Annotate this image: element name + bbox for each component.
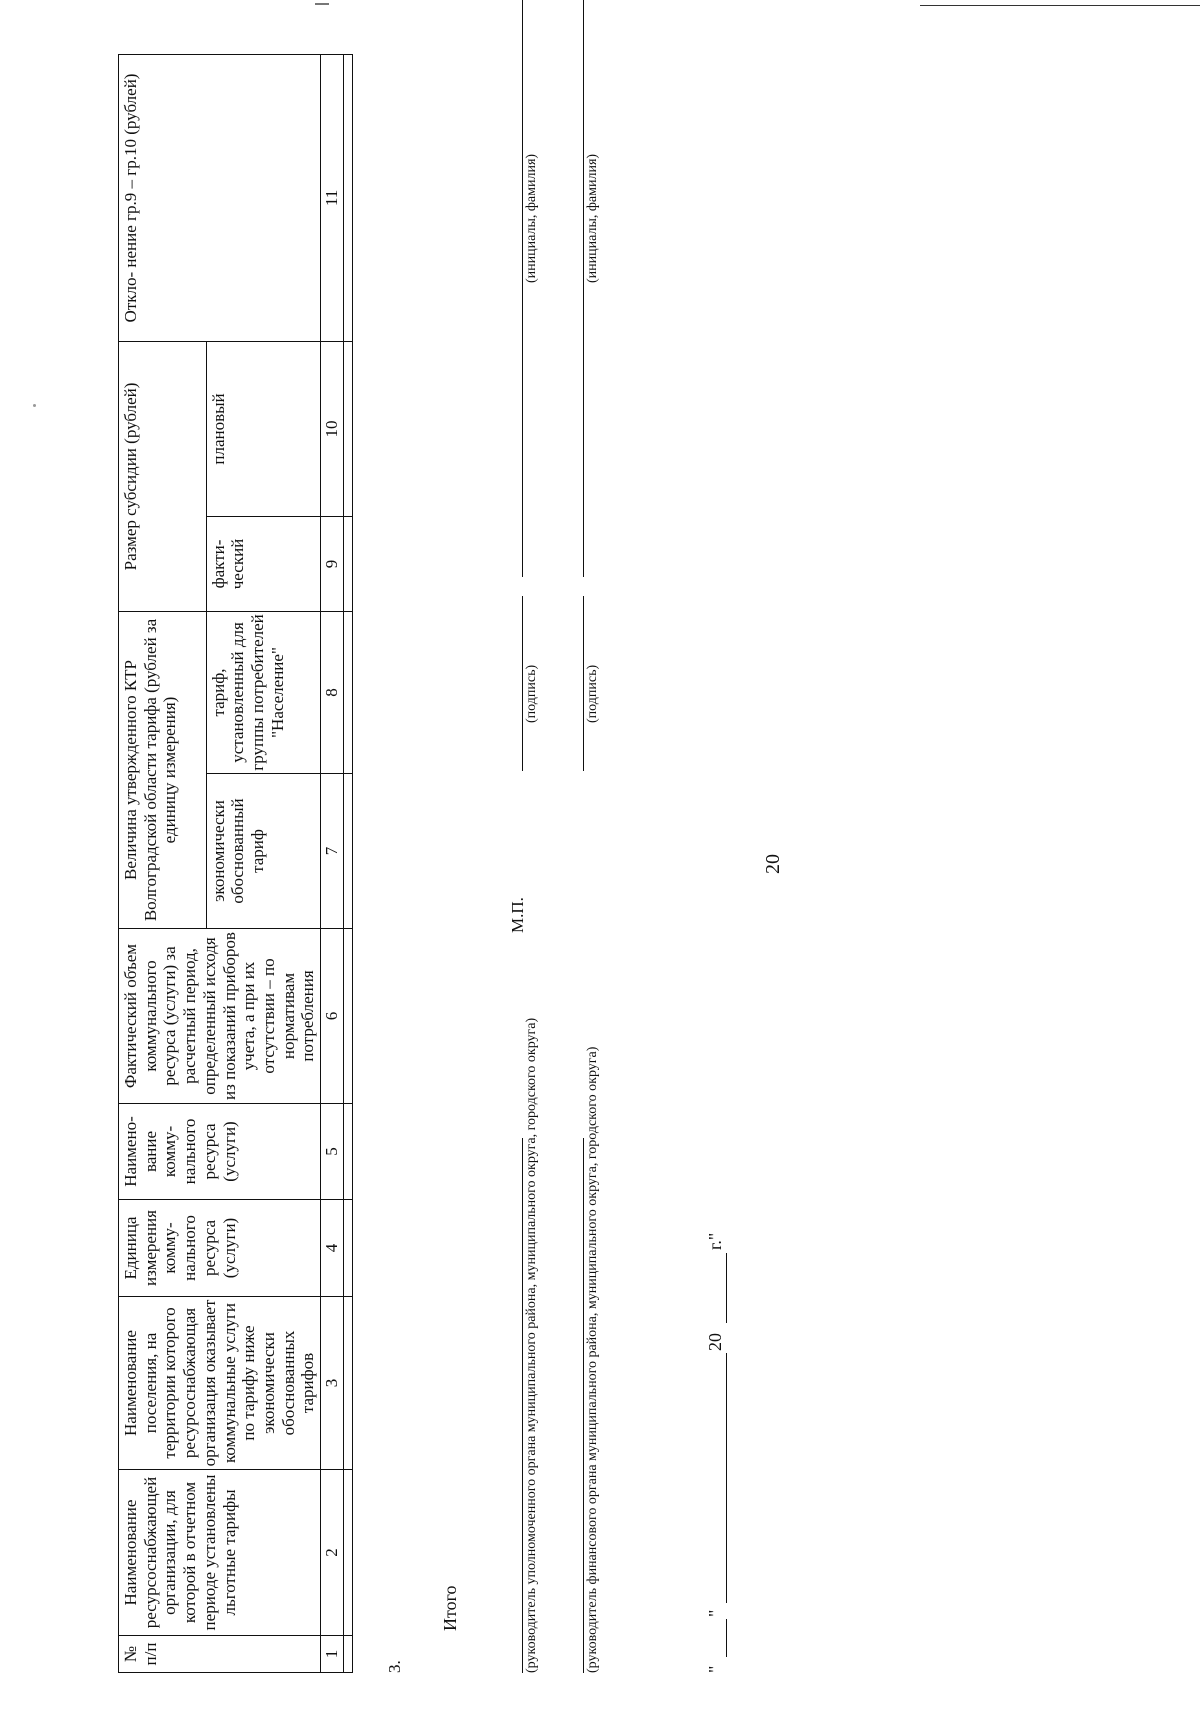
signature-caption-finance: (руководитель финансового органа муниципального района, муниципального округа, городского округа) (585, 1046, 600, 1673)
header-col3: Наименование поселения, на территории которого ресурсоснабжающая организация оказывает коммунальные услуги по тарифу ниже экономически обоснованных тарифов (119, 1297, 321, 1470)
signature-caption-name-2: (инициалы, фамилия) (585, 153, 600, 283)
stamp-label: М.П. (508, 897, 527, 933)
header-col8: тариф, установленный для группы потребителей "Население" (206, 611, 321, 773)
date-month-line (726, 1353, 727, 1603)
header-col5: Наимено- вание комму- нального ресурса (услуги) (119, 1104, 321, 1200)
header-col1: № п/п (119, 1636, 321, 1673)
signature-line-sign-1 (522, 596, 523, 771)
table-cell (344, 1470, 353, 1636)
signature-line-name-2 (583, 0, 584, 577)
table-cell (344, 611, 353, 773)
header-col4: Единица измерения комму- нального ресурса (услуги) (119, 1200, 321, 1297)
table-cell (344, 516, 353, 611)
date-year-line (726, 1253, 727, 1323)
header-col2: Наименование ресурсоснабжающей организации, для которой в отчетном периоде установлены льготные тарифы (119, 1470, 321, 1636)
header-col7: экономически обоснованный тариф (206, 774, 321, 929)
table-cell (344, 1104, 353, 1200)
signature-line-finance (583, 1138, 584, 1673)
column-number: 9 (321, 516, 344, 611)
header-col10: плановый (206, 341, 321, 516)
subsidy-table (118, 54, 353, 1673)
column-number-row (321, 54, 344, 1672)
signature-caption-authority: (руководитель уполномоченного органа муниципального района, муниципального округа, городского округа) (524, 1017, 539, 1673)
signature-line-name-1 (522, 0, 523, 577)
table-cell (344, 1200, 353, 1297)
column-number: 2 (321, 1470, 344, 1636)
signature-caption-sign-2: (подпись) (585, 664, 600, 723)
date-year-prefix: 20 (705, 1333, 725, 1351)
header-col9: факти- ческий (206, 516, 321, 611)
header-group-tariff: Величина утвержденного КТР Волгоградской области тарифа (рублей за единицу измерения) (119, 611, 207, 928)
header-group-subsidy: Размер субсидии (рублей) (119, 341, 207, 611)
signature-line-authority (522, 1138, 523, 1673)
column-number: 7 (321, 774, 344, 929)
page-number (762, 854, 785, 874)
column-number: 3 (321, 1297, 344, 1470)
table-cell (344, 341, 353, 516)
signature-line-sign-2 (583, 596, 584, 771)
page-number-text: 20 (762, 854, 784, 874)
column-number: 10 (321, 341, 344, 516)
table-cell (344, 774, 353, 929)
column-number: 4 (321, 1200, 344, 1297)
column-number: 11 (321, 54, 344, 341)
column-number: 1 (321, 1636, 344, 1673)
table-cell (344, 1636, 353, 1673)
column-number: 6 (321, 929, 344, 1104)
data-row-empty (344, 54, 353, 1672)
total-label: Итого (440, 1585, 460, 1631)
table-cell (344, 929, 353, 1104)
signature-caption-name-1: (инициалы, фамилия) (524, 153, 539, 283)
date-open-quote: " (705, 1665, 725, 1673)
date-day-line (726, 1619, 727, 1657)
table-cell (344, 1297, 353, 1470)
column-number: 5 (321, 1104, 344, 1200)
header-col11: Откло- нение гр.9 – гр.10 (рублей) (119, 54, 321, 341)
header-row-top (119, 54, 207, 1672)
date-close-quote: " (705, 1609, 725, 1617)
table-cell (344, 54, 353, 341)
header-col6: Фактический объем коммунального ресурса (услуги) за расчетный период, определенный исходя из показаний приборов учета, а при их отсутствии – по нормативам потребления (119, 929, 321, 1104)
date-year-suffix: г." (705, 1232, 725, 1250)
column-number: 8 (321, 611, 344, 773)
signature-caption-sign-1: (подпись) (524, 664, 539, 723)
row-number-3: 3. (385, 1660, 404, 1673)
